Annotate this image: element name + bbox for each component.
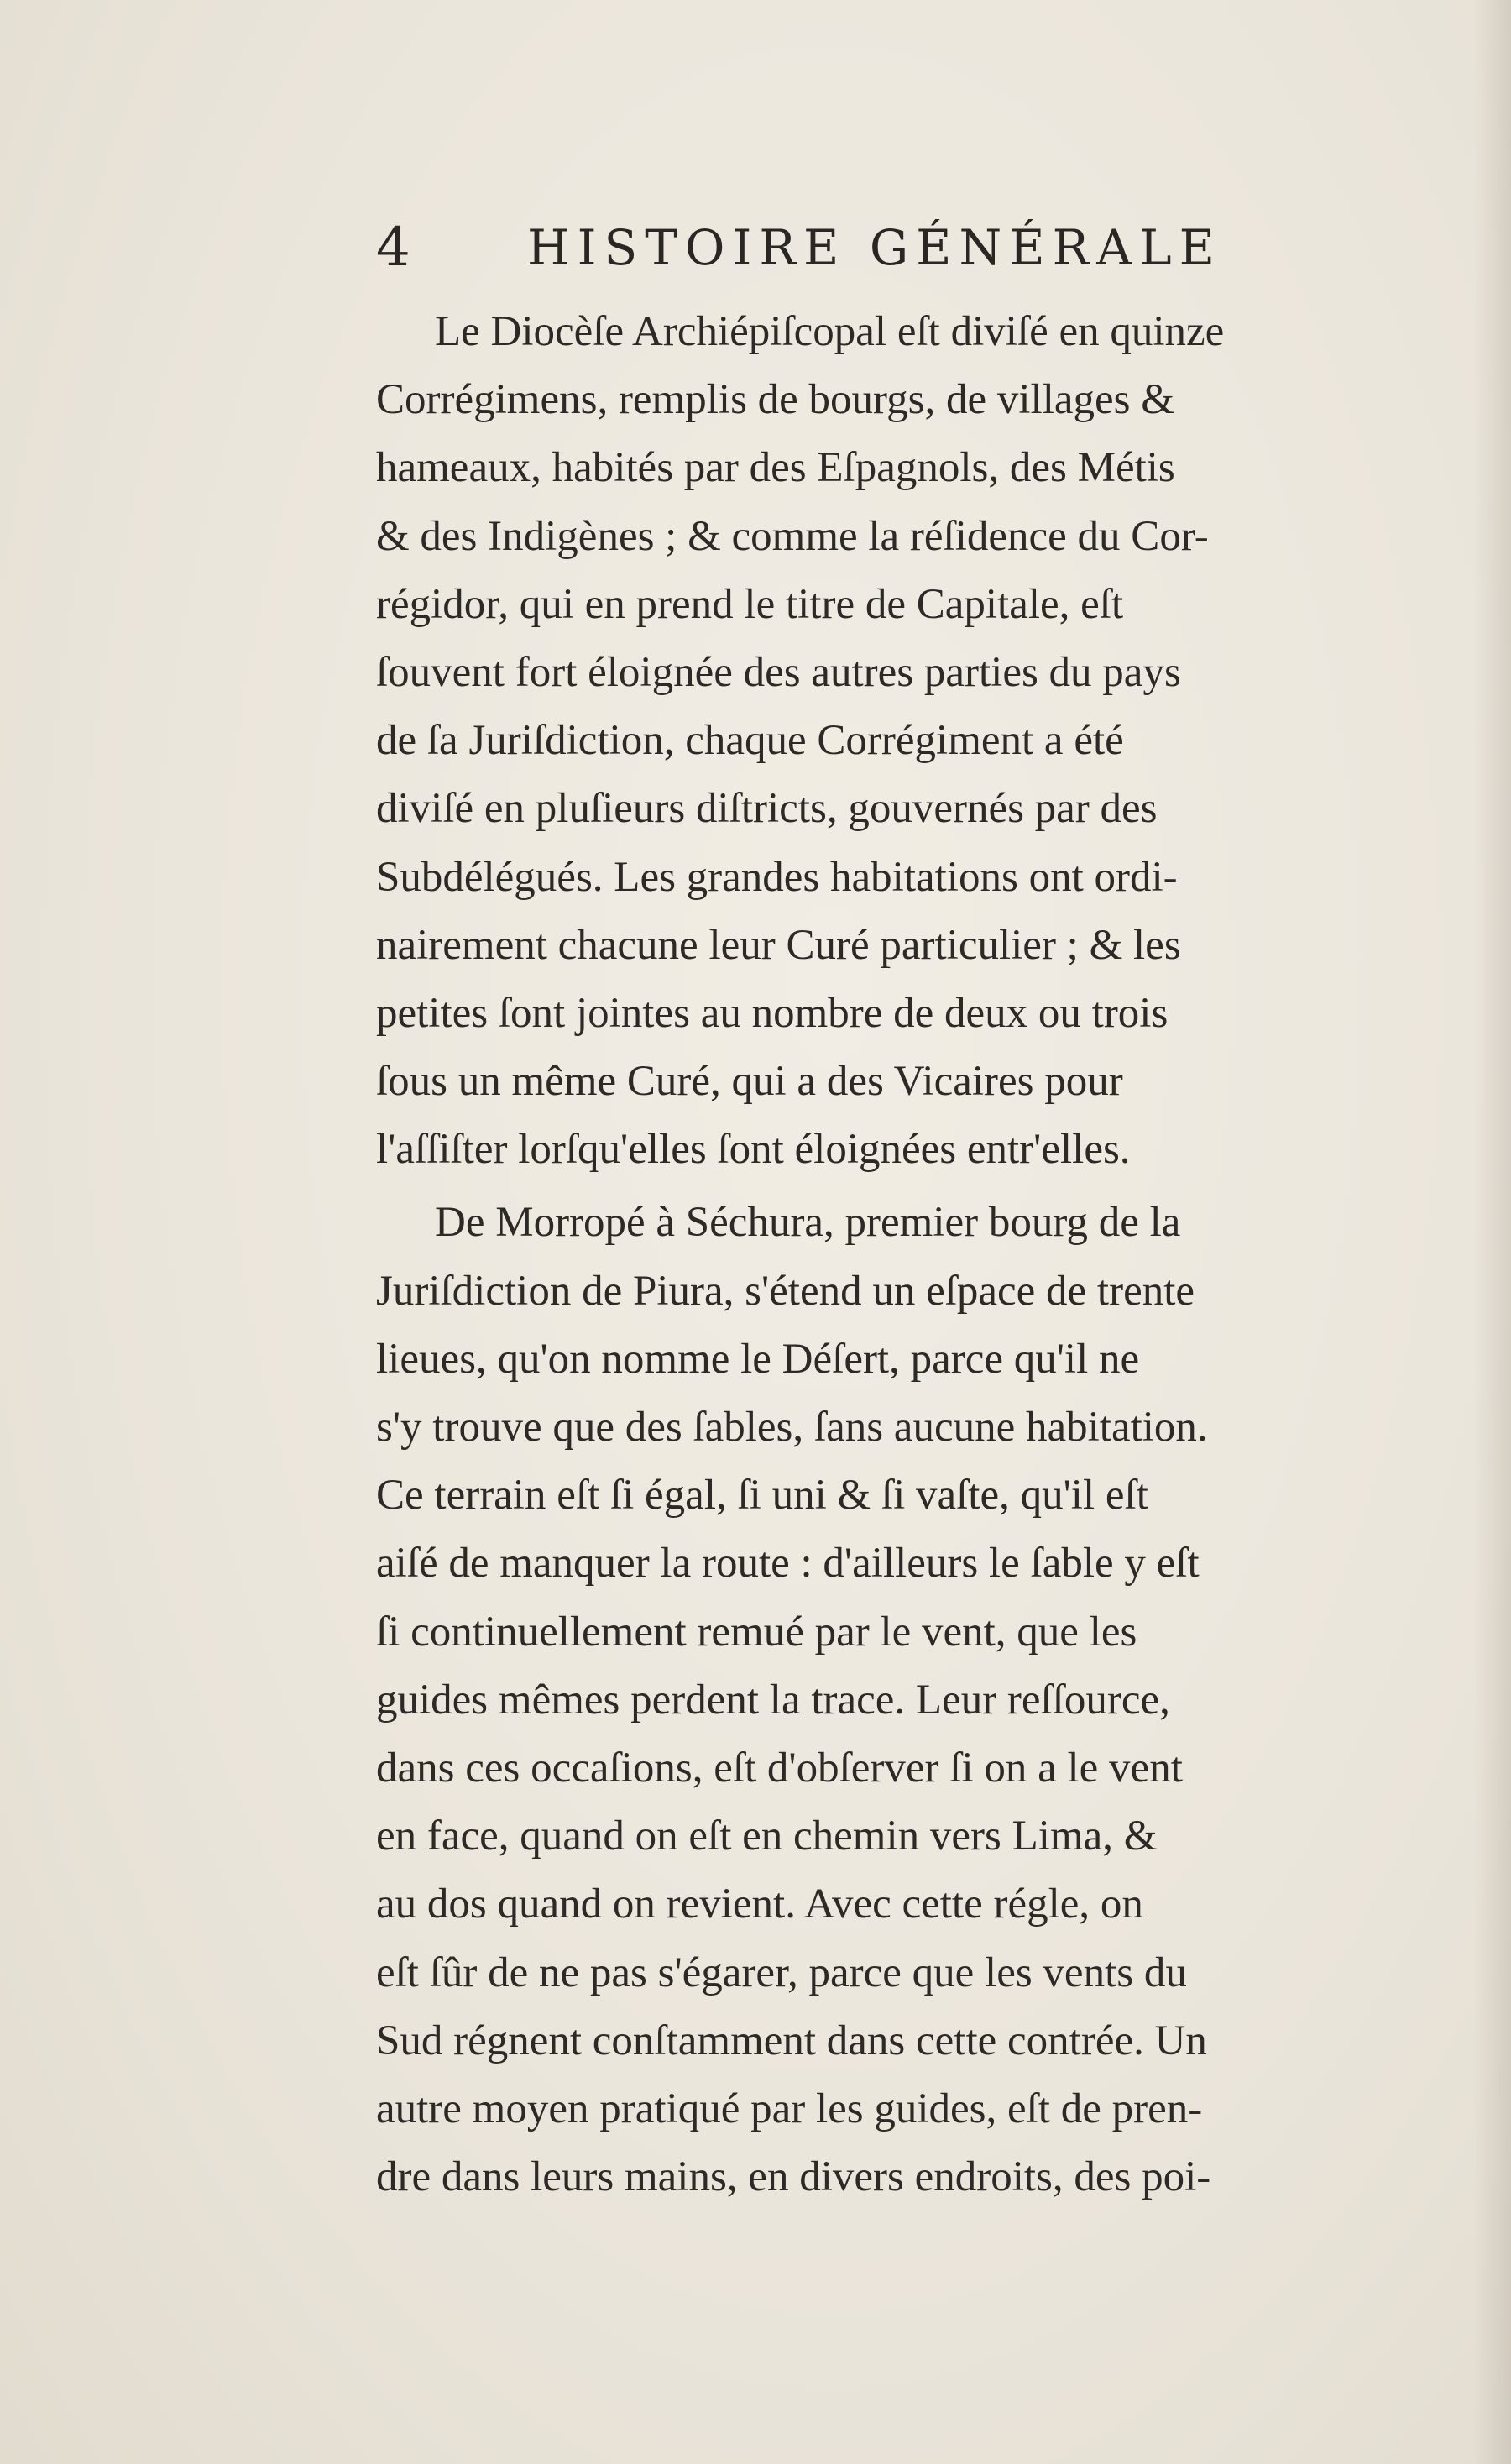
paragraph-1 [376, 298, 1417, 1184]
text-line: Sud régnent conſtamment dans cette contrée. Un [376, 2017, 1207, 2064]
text-line: Ce terrain eſt ſi égal, ſi uni & ſi vaſte, qu'il eſt [376, 1472, 1148, 1520]
text-line: autre moyen pratiqué par les guides, eſt de pren- [376, 2085, 1203, 2132]
text-line: hameaux, habités par des Eſpagnols, des Métis [376, 444, 1175, 492]
text-line: au dos quand on revient. Avec cette régle, on [376, 1881, 1143, 1928]
text-line: dans ces occaſions, eſt d'obſerver ſi on a le vent [376, 1744, 1183, 1792]
running-head: HISTOIRE GÉNÉRALE [527, 219, 1222, 276]
text-line: ſous un même Curé, qui a des Vicaires pour [376, 1058, 1123, 1106]
page-header [376, 210, 1283, 285]
text-line: guides mêmes perdent la trace. Leur reſſource, [376, 1676, 1170, 1724]
text-line: Subdélégués. Les grandes habitations ont ordi- [376, 853, 1178, 901]
text-line: Juriſdiction de Piura, s'étend un eſpace de trente [376, 1267, 1195, 1315]
text-line: nairement chacune leur Curé particulier ; & les [376, 921, 1181, 969]
text-line: s'y trouve que des ſables, ſans aucune habitation. [376, 1404, 1208, 1451]
text-line: aiſé de manquer la route : d'ailleurs le ſable y eſt [376, 1540, 1200, 1588]
text-line: l'aſſiſter lorſqu'elles ſont éloignées entr'elles. [376, 1126, 1131, 1174]
text-line: lieues, qu'on nomme le Déſert, parce qu'il ne [376, 1335, 1140, 1383]
text-line: petites ſont jointes au nombre de deux ou trois [376, 989, 1169, 1037]
text-line: eſt ſûr de ne pas s'égarer, parce que les vents du [376, 1949, 1187, 1996]
text-line: ſi continuellement remué par le vent, que les [376, 1608, 1137, 1656]
text-line: De Morropé à Séchura, premier bourg de la [435, 1199, 1181, 1247]
text-line: dre dans leurs mains, en divers endroits, des poi- [376, 2153, 1211, 2201]
text-line: Corrégimens, remplis de bourgs, de villages & [376, 376, 1174, 424]
body-text [376, 298, 1417, 2211]
text-line: diviſé en pluſieurs diſtricts, gouvernés par des [376, 785, 1158, 833]
page-edge-shadow [1473, 0, 1511, 2464]
text-line: ſouvent fort éloignée des autres parties du pays [376, 648, 1181, 696]
text-line: en face, quand on eſt en chemin vers Lima, & [376, 1813, 1158, 1860]
page-number: 4 [376, 217, 410, 279]
text-line: Le Diocèſe Archiépiſcopal eſt diviſé en quinze [435, 308, 1225, 355]
text-line: de ſa Juriſdiction, chaque Corrégiment a été [376, 717, 1124, 765]
text-line: & des Indigènes ; & comme la réſidence du Cor- [376, 512, 1209, 560]
text-line: régidor, qui en prend le titre de Capitale, eſt [376, 580, 1124, 628]
paragraph-2 [376, 1189, 1417, 2211]
